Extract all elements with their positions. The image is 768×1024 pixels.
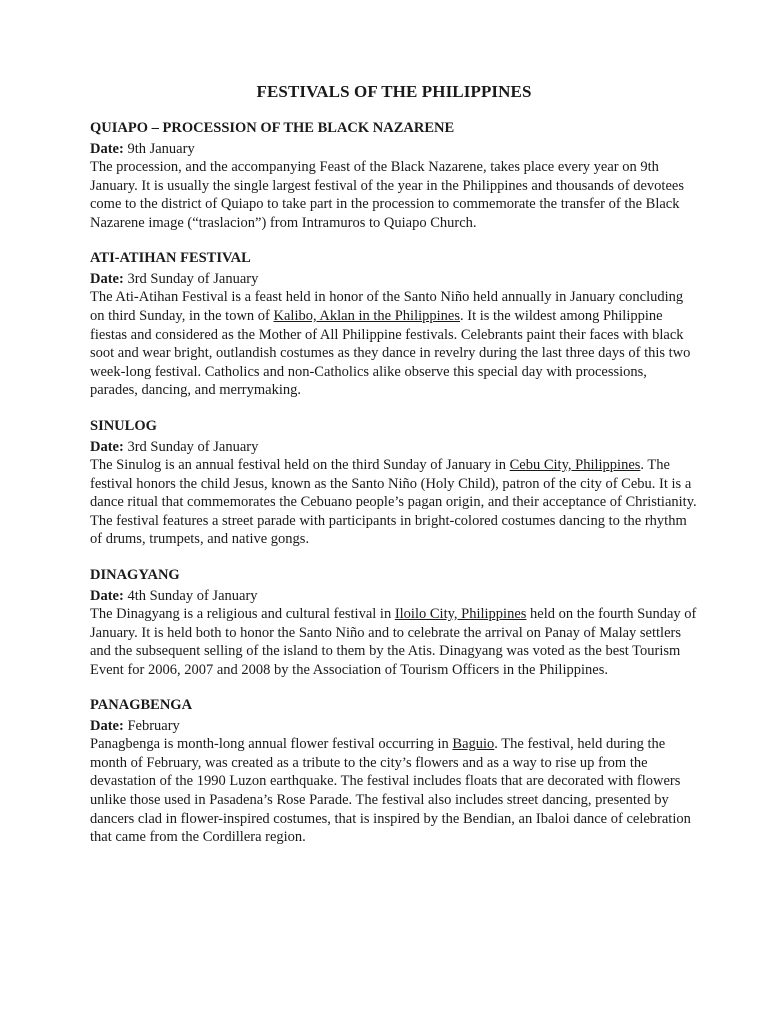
place-link[interactable]: Cebu City, Philippines: [509, 456, 641, 473]
body-text: The Sinulog is an annual festival held on the third Sunday of January in: [90, 456, 510, 473]
section-heading: QUIAPO – PROCESSION OF THE BLACK NAZARENE: [90, 120, 455, 136]
section-heading: DINAGYANG: [90, 566, 180, 583]
document-title: FESTIVALS OF THE PHILIPPINES: [256, 82, 532, 101]
date-label: Date:: [90, 587, 124, 604]
date-label: Date:: [90, 438, 124, 455]
body-text-continued: . The festival honors the child Jesus, known as the Santo Niño (Holy Child), patron of the city of Cebu. It is a dance ritual that commemorates the Cebuano people’s pagan origin, and their acceptance of Christianity. The festival features a street parade with participants in bright-colored costumes dancing to the rhythm of drums, trumpets, and native gongs.: [90, 456, 697, 548]
section-heading: SINULOG: [90, 417, 157, 434]
festival-section-sinulog: [90, 418, 698, 549]
body-text: The procession, and the accompanying Feast of the Black Nazarene, takes place every year on 9th January. It is usually the single largest festival of the year in the Philippines and thousands of devotees come to the district of Quiapo to take part in the procession to commemorate the transfer of the Black Nazarene image (“traslacion”) from Intramuros to Quiapo Church.: [90, 159, 684, 231]
place-link[interactable]: Iloilo City, Philippines: [394, 605, 527, 622]
section-body: [90, 158, 698, 232]
date-value: 3rd Sunday of January: [127, 271, 259, 288]
date-value: 4th Sunday of January: [127, 587, 258, 604]
date-value: 3rd Sunday of January: [127, 438, 259, 455]
body-text-continued: . The festival, held during the month of February, was created as a tribute to the city’s flowers and as a way to rise up from the devastation of the 1990 Luzon earthquake. The festival includes floats that are decorated with flowers unlike those used in Pasadena’s Rose Parade. The festival also includes street dancing, presented by dancers clad in flower-inspired costumes, that is inspired by the Bendian, an Ibaloi dance of celebration that came from the Cordillera region.: [90, 736, 691, 846]
section-body: [90, 456, 698, 549]
date-value: 9th January: [127, 141, 195, 157]
section-body: [90, 735, 698, 847]
date-label: Date:: [90, 718, 124, 735]
place-link[interactable]: Baguio: [452, 736, 495, 753]
place-link[interactable]: Kalibo, Aklan in the Philippines: [273, 307, 460, 324]
date-line: [90, 438, 698, 456]
date-label: Date:: [90, 141, 124, 157]
body-text-continued: . It is the wildest among Philippine fiestas and considered as the Mother of All Philippine festivals. Celebrants paint their faces with black soot and wear bright, outlandish costumes as they dance in revelry during the last three days of this two week-long festival. Catholics and non-Catholics alike observe this special day with processions, parades, dancing, and merrymaking.: [90, 307, 691, 399]
date-line: [90, 140, 698, 158]
festival-section-ati-atihan: [90, 250, 698, 400]
date-line: [90, 270, 698, 288]
festival-section-dinagyang: [90, 567, 698, 679]
section-body: [90, 605, 698, 679]
date-label: Date:: [90, 271, 124, 288]
body-text: The Dinagyang is a religious and cultural festival in: [90, 605, 395, 622]
section-heading: ATI-ATIHAN FESTIVAL: [90, 250, 251, 267]
section-heading: PANAGBENGA: [90, 697, 193, 714]
festival-section-quiapo: [90, 120, 698, 232]
festival-section-panagbenga: [90, 697, 698, 847]
date-line: [90, 587, 698, 605]
body-text: Panagbenga is month-long annual flower festival occurring in: [90, 736, 453, 753]
section-body: [90, 288, 698, 400]
body-text-continued: held on the fourth Sunday of January. It is held both to honor the Santo Niño and to celebrate the arrival on Panay of Malay settlers and the subsequent selling of the island to them by the Atis. Dinagyang was voted as the best Tourism Event for 2006, 2007 and 2008 by the Association of Tourism Officers in the Philippines.: [90, 605, 697, 678]
date-value: February: [127, 718, 180, 735]
date-line: [90, 717, 698, 735]
body-text: The Ati-Atihan Festival is a feast held in honor of the Santo Niño held annually in January concluding on third Sunday, in the town of: [90, 289, 684, 324]
